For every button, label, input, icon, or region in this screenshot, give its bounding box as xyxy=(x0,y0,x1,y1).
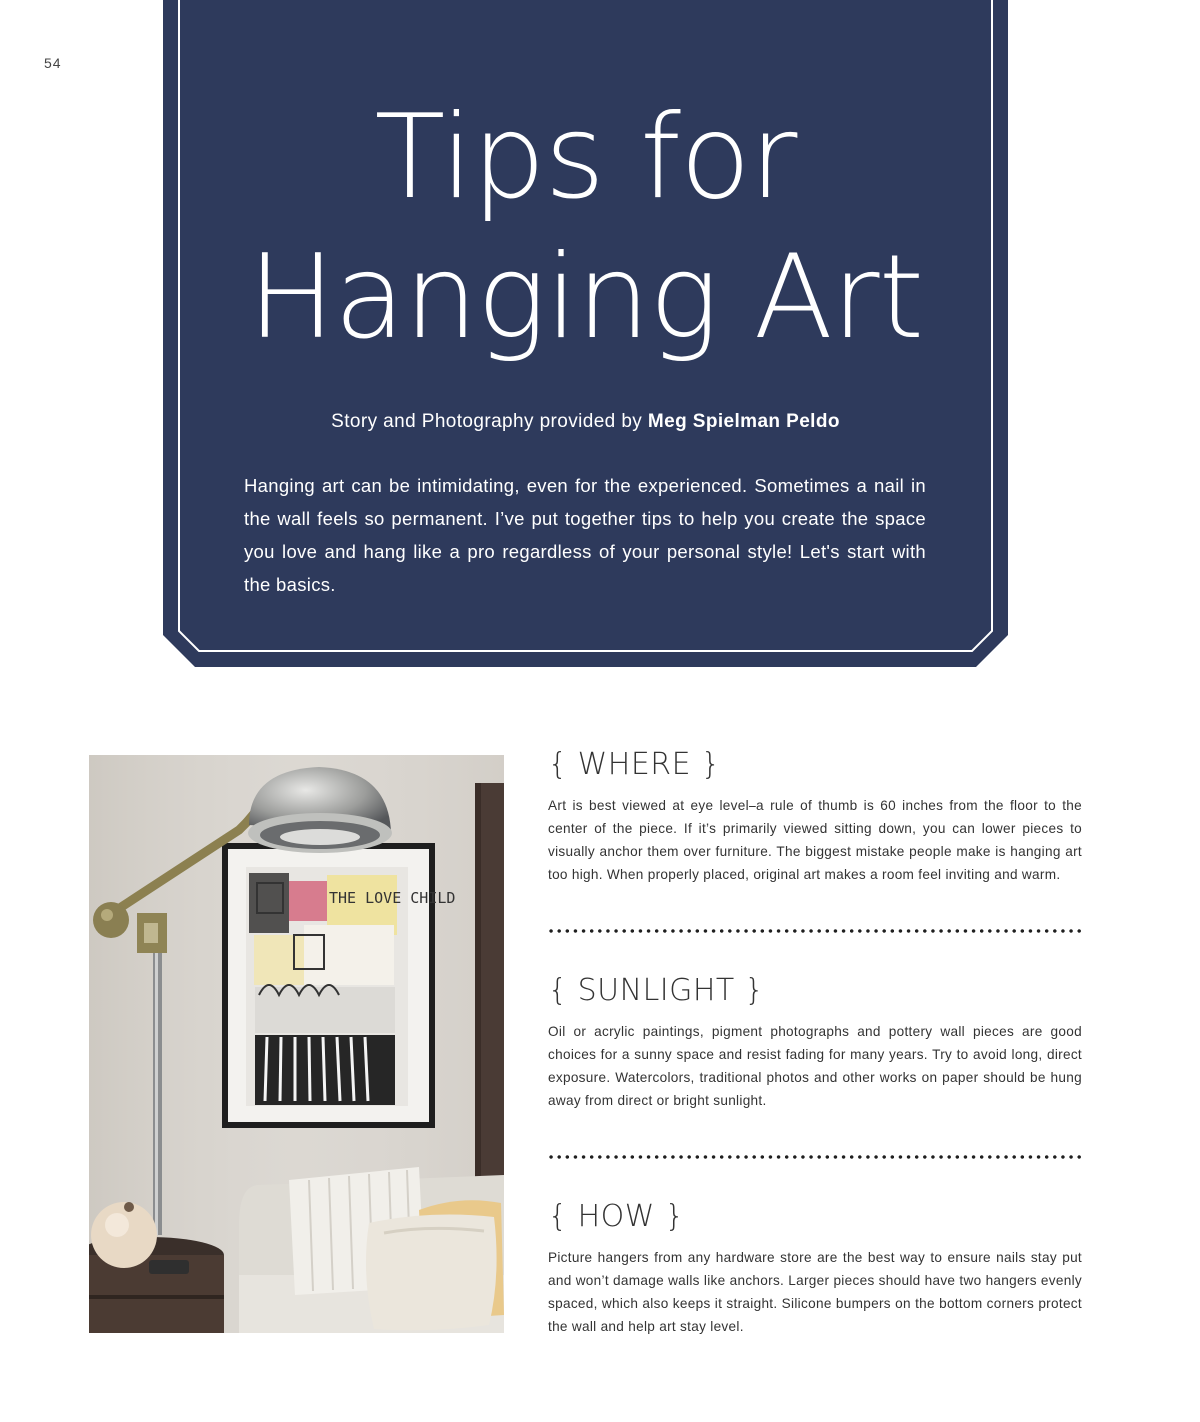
section-body-how: Picture hangers from any hardware store are the best way to ensure nails stay put and won’t damage walls like anchors. Larger pieces should have two hangers evenly spaced, which also keeps it straight. Silicone bumpers on the bottom corners protect the wall and help art stay level. xyxy=(548,1250,1082,1334)
title-panel xyxy=(163,0,1008,667)
painting-text-span: THE LOVE CHILD xyxy=(329,889,456,907)
section-body-sunlight: Oil or acrylic paintings, pigment photographs and pottery wall pieces are good choices for a sunny space and resist fading for many years. Try to avoid long, direct exposure. Watercolors, traditional photos and other works on paper should be hung away from direct or bright sunlight. xyxy=(548,1024,1082,1108)
section-how xyxy=(548,1199,1082,1338)
byline-author: Meg Spielman Peldo xyxy=(647,411,840,432)
byline xyxy=(163,411,1008,433)
intro-paragraph: Hanging art can be intimidating, even for the experienced. Sometimes a nail in the wall feels so permanent. I’ve put together tips to help you create the space you love and hang like a pro regardless of your personal style! Let's start with the basics. xyxy=(244,475,926,595)
title-line-1: Tips for xyxy=(374,90,797,225)
room-photo xyxy=(89,755,504,1333)
painting-text xyxy=(329,889,455,907)
section-body-where: Art is best viewed at eye level⎯a rule of thumb is 60 inches from the floor to the center of the piece. If it’s primarily viewed sitting down, you can lower pieces to visually anchor them over furniture. The biggest mistake people make is hanging art too high. When properly placed, original art makes a room feel inviting and warm. xyxy=(548,798,1082,882)
section-heading-how: { HOW } xyxy=(548,1199,685,1234)
section-heading-where: { WHERE } xyxy=(548,747,721,782)
byline-prefix: Story and Photography provided by xyxy=(331,411,648,432)
dotted-divider xyxy=(547,1155,1085,1159)
dotted-divider xyxy=(547,929,1085,933)
section-where xyxy=(548,747,1082,886)
page-number: 54 xyxy=(44,55,62,71)
section-heading-sunlight: { SUNLIGHT } xyxy=(548,973,765,1008)
title-line-2: Hanging Art xyxy=(247,230,924,365)
section-sunlight xyxy=(548,973,1082,1112)
